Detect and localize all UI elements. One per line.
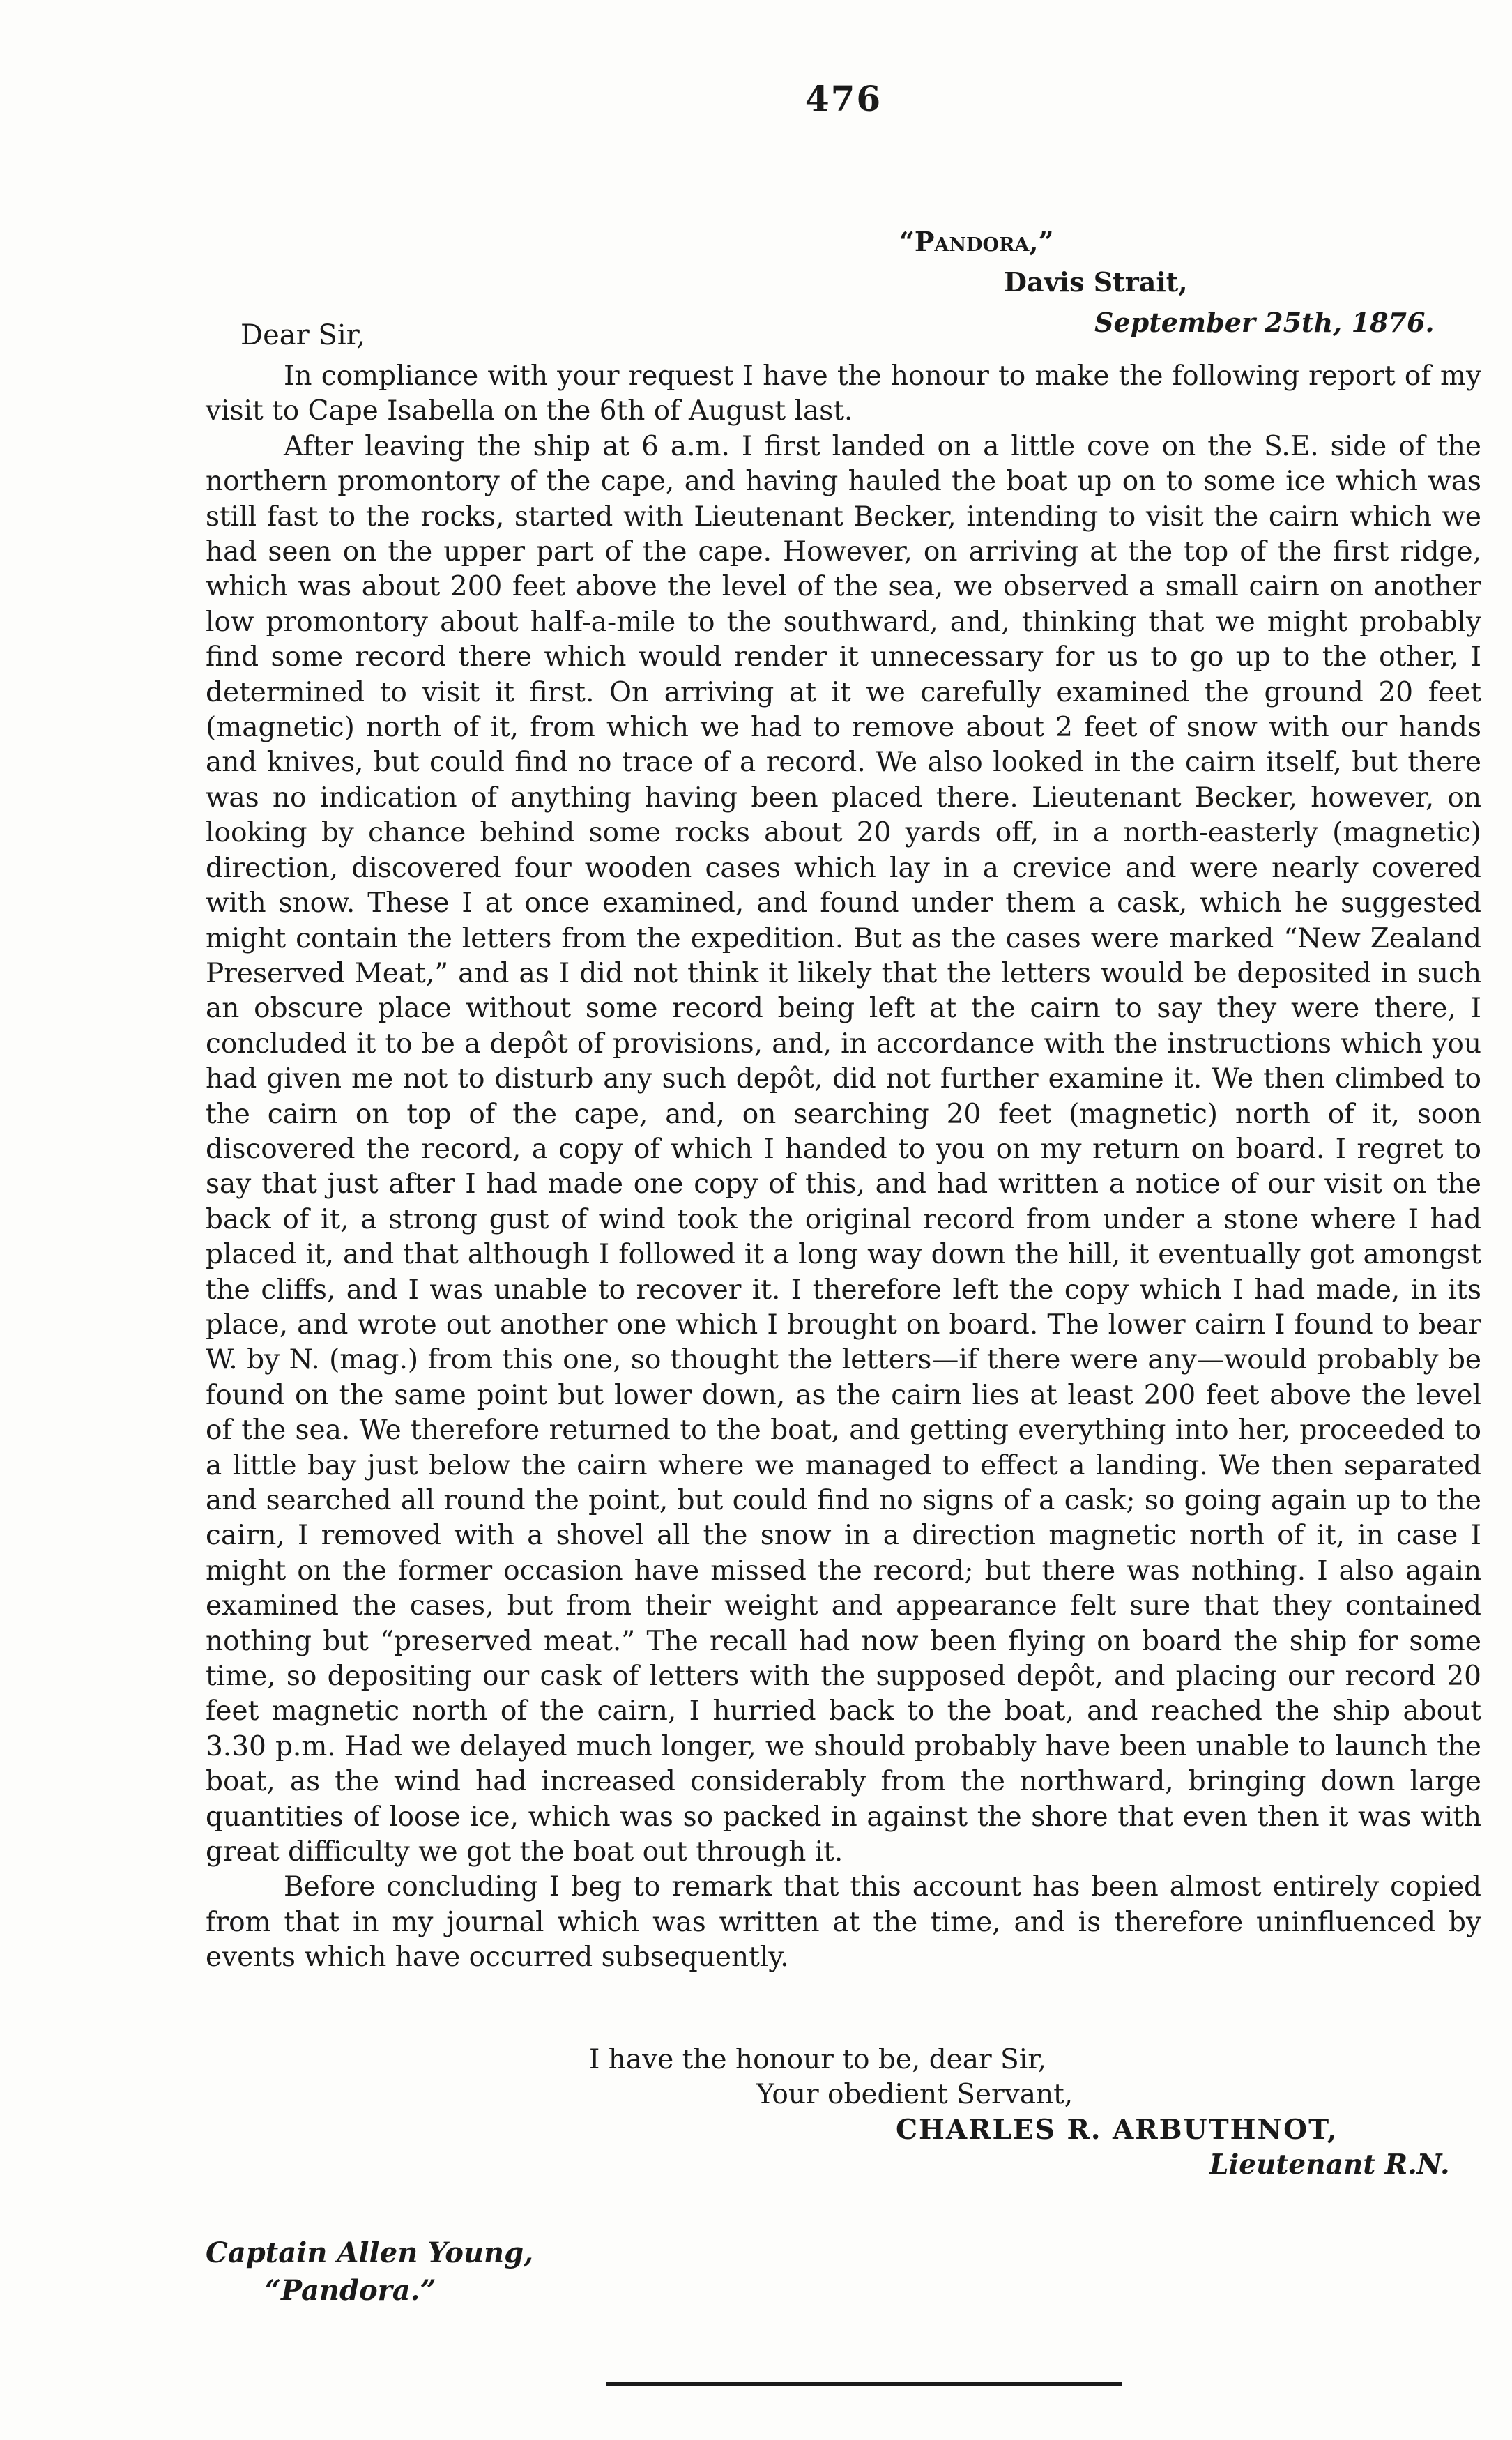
paragraph-1: In compliance with your request I have the honour to make the following report of my visit to Cape Isabella on the 6th of August last.: [206, 360, 1481, 427]
letter-closing: [206, 2043, 1481, 2182]
addressee: [206, 2234, 533, 2310]
signature: CHARLES R. ARBUTHNOT,: [896, 2114, 1338, 2146]
end-rule: [606, 2382, 1122, 2386]
salutation: Dear Sir,: [240, 319, 366, 351]
dateline-date: September 25th, 1876.: [1094, 307, 1435, 338]
paragraph-3: Before concluding I beg to remark that this account has been almost entirely copied from that in my journal which was written at the time, and is therefore uninfluenced by events which have occurred subsequently.: [206, 1871, 1481, 1974]
letter-body: [206, 359, 1481, 1976]
paragraph-2: After leaving the ship at 6 a.m. I first landed on a little cove on the S.E. side of the northern promontory of the cape, and having hauled the boat up on to some ice which was still fast to the rocks, started with Lieutenant Becker, intending to visit the cairn which we had seen on the upper part of the cape. However, on arriving at the top of the first ridge, which was about 200 feet above the level of the sea, we observed a small cairn on another low promontory about half-a-mile to the southward, and, thinking that we might probably find some record there which would render it unnecessary for us to go up to the other, I determined to visit it first. On arriving at it we carefully examined the ground 20 feet (magnetic) north of it, from which we had to remove about 2 feet of snow with our hands and knives, but could find no trace of a record. We also looked in the cairn itself, but there was no indication of anything having been placed there. Lieutenant Becker, however, on looking by chance behind some rocks about 20 yards off, in a north-easterly (magnetic) direction, discovered four wooden cases which lay in a crevice and were nearly covered with snow. These I at once examined, and found under them a cask, which he suggested might contain the letters from the expedition. But as the cases were marked “New Zealand Preserved Meat,” and as I did not think it likely that the letters would be deposited in such an obscure place without some record being left at the cairn to say they were there, I concluded it to be a depôt of provisions, and, in accordance with the instructions which you had given me not to disturb any such depôt, did not further examine it. We then climbed to the cairn on top of the cape, and, on searching 20 feet (magnetic) north of it, soon discovered the record, a copy of which I handed to you on my return on board. I regret to say that just after I had made one copy of this, and had written a notice of our visit on the back of it, a strong gust of wind took the original record from under a stone where I had placed it, and that although I followed it a long way down the hill, it eventually got amongst the cliffs, and I was unable to recover it. I therefore left the copy which I had made, in its place, and wrote out another one which I brought on board. The lower cairn I found to bear W. by N. (mag.) from this one, so thought the letters—if there were any—would probably be found on the same point but lower down, as the cairn lies at least 200 feet above the level of the sea. We therefore returned to the boat, and getting everything into her, proceeded to a little bay just below the cairn where we managed to effect a landing. We then separated and searched all round the point, but could find no signs of a cask; so going again up to the cairn, I removed with a shovel all the snow in a direction magnetic north of it, in case I might on the former occasion have missed the record; but there was nothing. I also again examined the cases, but from their weight and appearance felt sure that they contained nothing but “preserved meat.” The recall had now been flying on board the ship for some time, so depositing our cask of letters with the supposed depôt, and placing our record 20 feet magnetic north of the cairn, I hurried back to the boat, and reached the ship about 3.30 p.m. Had we delayed much longer, we should probably have been unable to launch the boat, as the wind had increased considerably from the northward, bringing down large quantities of loose ice, which was so packed in against the shore that even then it was with great difficulty we got the boat out through it.: [206, 430, 1481, 1868]
signature-rank: Lieutenant R.N.: [1209, 2149, 1450, 2181]
dateline-location: Davis Strait,: [1004, 266, 1188, 298]
dateline: [899, 222, 1499, 343]
addressee-ship: “Pandora.”: [265, 2274, 436, 2307]
page-number: 476: [804, 78, 883, 119]
dateline-ship: “Pandora,”: [899, 226, 1054, 257]
closing-servant: Your obedient Servant,: [756, 2079, 1074, 2110]
addressee-name: Captain Allen Young,: [206, 2236, 534, 2269]
closing-line: I have the honour to be, dear Sir,: [589, 2044, 1046, 2075]
